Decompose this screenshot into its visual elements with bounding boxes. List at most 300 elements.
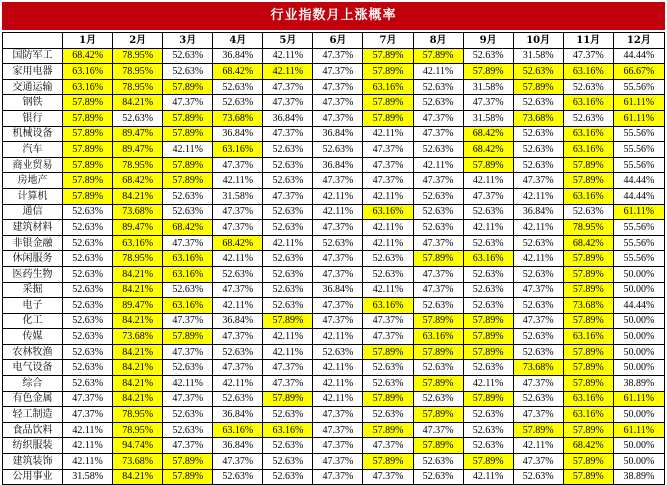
probability-cell: 68.42% [113, 173, 163, 189]
probability-cell: 52.63% [363, 360, 413, 376]
probability-cell: 63.16% [563, 391, 613, 407]
industry-name: 食品饮料 [3, 422, 63, 438]
probability-cell: 47.37% [313, 95, 363, 111]
probability-cell: 52.63% [63, 251, 113, 267]
probability-cell: 52.63% [163, 422, 213, 438]
probability-cell: 42.11% [263, 329, 313, 345]
probability-cell: 78.95% [563, 220, 613, 236]
probability-cell: 57.89% [363, 344, 413, 360]
probability-cell: 63.16% [63, 79, 113, 95]
industry-name: 电子 [3, 298, 63, 314]
probability-cell: 52.63% [413, 79, 463, 95]
industry-name: 通信 [3, 204, 63, 220]
probability-cell: 42.11% [463, 173, 513, 189]
probability-cell: 42.11% [313, 391, 363, 407]
probability-cell: 52.63% [63, 298, 113, 314]
probability-cell: 52.63% [263, 266, 313, 282]
probability-cell: 57.89% [563, 469, 613, 485]
probability-table-panel [2, 2, 665, 483]
probability-cell: 47.37% [363, 469, 413, 485]
probability-cell: 36.84% [213, 126, 263, 142]
probability-cell: 42.11% [263, 344, 313, 360]
table-row [3, 344, 665, 360]
probability-cell: 50.00% [613, 407, 664, 423]
probability-cell: 42.11% [363, 235, 413, 251]
probability-cell: 50.00% [613, 344, 664, 360]
probability-cell: 47.37% [163, 95, 213, 111]
probability-cell: 57.89% [513, 422, 563, 438]
probability-cell: 57.89% [413, 376, 463, 392]
probability-cell: 57.89% [363, 391, 413, 407]
probability-cell: 42.11% [513, 438, 563, 454]
probability-cell: 36.84% [313, 282, 363, 298]
probability-cell: 57.89% [563, 157, 613, 173]
probability-cell: 44.44% [613, 188, 664, 204]
probability-cell: 57.89% [413, 407, 463, 423]
probability-cell: 57.89% [363, 454, 413, 470]
probability-cell: 52.63% [263, 173, 313, 189]
probability-cell: 47.37% [263, 188, 313, 204]
table-row [3, 422, 665, 438]
probability-cell: 42.11% [513, 251, 563, 267]
probability-cell: 57.89% [63, 173, 113, 189]
probability-cell: 52.63% [413, 204, 463, 220]
probability-cell: 52.63% [463, 438, 513, 454]
probability-cell: 89.47% [113, 126, 163, 142]
probability-cell: 78.95% [113, 64, 163, 80]
probability-cell: 68.42% [463, 126, 513, 142]
probability-cell: 63.16% [213, 422, 263, 438]
table-row [3, 251, 665, 267]
probability-cell: 52.63% [63, 329, 113, 345]
probability-cell: 36.84% [513, 204, 563, 220]
probability-cell: 63.16% [563, 142, 613, 158]
corner-cell [3, 33, 63, 49]
month-header-2: 2月 [113, 33, 163, 49]
probability-cell: 68.42% [563, 438, 613, 454]
probability-cell: 42.11% [263, 235, 313, 251]
probability-cell: 84.21% [113, 344, 163, 360]
probability-cell: 47.37% [313, 251, 363, 267]
probability-cell: 47.37% [313, 422, 363, 438]
probability-cell: 78.95% [113, 251, 163, 267]
probability-cell: 57.89% [563, 454, 613, 470]
probability-cell: 42.11% [363, 188, 413, 204]
probability-cell: 42.11% [363, 220, 413, 236]
industry-name: 公用事业 [3, 469, 63, 485]
probability-cell: 84.21% [113, 313, 163, 329]
probability-cell: 36.84% [313, 157, 363, 173]
probability-cell: 57.89% [63, 126, 113, 142]
probability-cell: 63.16% [563, 407, 613, 423]
probability-cell: 50.00% [613, 282, 664, 298]
industry-name: 建筑装饰 [3, 454, 63, 470]
probability-cell: 57.89% [63, 110, 113, 126]
table-row [3, 313, 665, 329]
month-header-row [3, 33, 665, 49]
probability-cell: 68.42% [163, 220, 213, 236]
probability-cell: 61.11% [613, 95, 664, 111]
industry-name: 化工 [3, 313, 63, 329]
probability-cell: 57.89% [463, 313, 513, 329]
probability-cell: 52.63% [513, 142, 563, 158]
month-header-6: 6月 [313, 33, 363, 49]
probability-cell: 44.44% [613, 48, 664, 64]
probability-cell: 42.11% [463, 220, 513, 236]
table-row [3, 48, 665, 64]
month-header-12: 12月 [613, 33, 664, 49]
probability-cell: 52.63% [413, 454, 463, 470]
probability-cell: 47.37% [513, 313, 563, 329]
probability-cell: 52.63% [513, 298, 563, 314]
probability-cell: 78.95% [113, 422, 163, 438]
probability-cell: 61.11% [613, 391, 664, 407]
probability-cell: 52.63% [463, 282, 513, 298]
probability-cell: 36.84% [313, 126, 363, 142]
probability-cell: 52.63% [463, 298, 513, 314]
month-header-1: 1月 [63, 33, 113, 49]
probability-cell: 42.11% [213, 298, 263, 314]
probability-cell: 52.63% [563, 110, 613, 126]
probability-cell: 84.21% [113, 188, 163, 204]
probability-cell: 57.89% [463, 64, 513, 80]
probability-cell: 63.16% [463, 251, 513, 267]
probability-cell: 52.63% [413, 298, 463, 314]
probability-cell: 42.11% [63, 454, 113, 470]
probability-cell: 52.63% [263, 407, 313, 423]
probability-cell: 55.56% [613, 142, 664, 158]
probability-cell: 57.89% [563, 313, 613, 329]
probability-cell: 52.63% [163, 360, 213, 376]
probability-cell: 63.16% [63, 64, 113, 80]
probability-cell: 63.16% [563, 64, 613, 80]
probability-cell: 52.63% [63, 266, 113, 282]
probability-cell: 50.00% [613, 329, 664, 345]
probability-cell: 50.00% [613, 360, 664, 376]
probability-cell: 42.11% [413, 157, 463, 173]
industry-name: 商业贸易 [3, 157, 63, 173]
probability-cell: 68.42% [463, 142, 513, 158]
probability-cell: 78.95% [113, 407, 163, 423]
probability-cell: 57.89% [163, 110, 213, 126]
probability-cell: 63.16% [163, 298, 213, 314]
probability-cell: 57.89% [563, 251, 613, 267]
probability-cell: 68.42% [213, 64, 263, 80]
table-row [3, 95, 665, 111]
probability-cell: 89.47% [113, 298, 163, 314]
probability-cell: 57.89% [563, 422, 613, 438]
probability-cell: 57.89% [463, 391, 513, 407]
probability-cell: 38.89% [613, 376, 664, 392]
probability-cell: 52.63% [63, 313, 113, 329]
industry-name: 非银金融 [3, 235, 63, 251]
probability-cell: 52.63% [513, 126, 563, 142]
probability-cell: 57.89% [163, 454, 213, 470]
table-row [3, 173, 665, 189]
probability-cell: 61.11% [613, 110, 664, 126]
probability-cell: 38.89% [613, 469, 664, 485]
probability-cell: 52.63% [513, 95, 563, 111]
probability-cell: 52.63% [413, 95, 463, 111]
probability-cell: 47.37% [413, 282, 463, 298]
probability-cell: 63.16% [213, 142, 263, 158]
probability-cell: 63.16% [363, 79, 413, 95]
probability-cell: 52.63% [413, 391, 463, 407]
probability-cell: 42.11% [63, 438, 113, 454]
probability-cell: 47.37% [163, 235, 213, 251]
probability-cell: 52.63% [463, 204, 513, 220]
industry-name: 医药生物 [3, 266, 63, 282]
probability-cell: 78.95% [113, 79, 163, 95]
probability-cell: 57.89% [363, 64, 413, 80]
probability-cell: 42.11% [313, 188, 363, 204]
probability-cell: 63.16% [163, 266, 213, 282]
month-header-3: 3月 [163, 33, 213, 49]
probability-cell: 57.89% [563, 360, 613, 376]
probability-cell: 47.37% [263, 376, 313, 392]
probability-cell: 47.37% [313, 469, 363, 485]
probability-cell: 73.68% [113, 329, 163, 345]
probability-cell: 52.63% [213, 95, 263, 111]
probability-cell: 57.89% [463, 329, 513, 345]
probability-cell: 55.56% [613, 251, 664, 267]
probability-cell: 47.37% [263, 360, 313, 376]
table-row [3, 329, 665, 345]
probability-cell: 89.47% [113, 142, 163, 158]
probability-cell: 57.89% [413, 313, 463, 329]
probability-cell: 47.37% [263, 79, 313, 95]
table-row [3, 188, 665, 204]
probability-cell: 47.37% [363, 173, 413, 189]
probability-cell: 73.68% [513, 110, 563, 126]
probability-cell: 52.63% [63, 376, 113, 392]
probability-cell: 47.37% [313, 79, 363, 95]
probability-cell: 52.63% [413, 360, 463, 376]
probability-cell: 73.68% [513, 360, 563, 376]
probability-cell: 57.89% [163, 173, 213, 189]
probability-cell: 63.16% [563, 329, 613, 345]
probability-cell: 52.63% [513, 235, 563, 251]
industry-name: 建筑材料 [3, 220, 63, 236]
probability-cell: 52.63% [563, 79, 613, 95]
month-header-8: 8月 [413, 33, 463, 49]
industry-name: 汽车 [3, 142, 63, 158]
probability-cell: 52.63% [313, 235, 363, 251]
probability-cell: 57.89% [63, 188, 113, 204]
probability-cell: 52.63% [263, 220, 313, 236]
probability-cell: 36.84% [213, 313, 263, 329]
probability-cell: 52.63% [213, 469, 263, 485]
probability-cell: 52.63% [163, 64, 213, 80]
probability-cell: 52.63% [363, 407, 413, 423]
probability-cell: 57.89% [163, 469, 213, 485]
table-row [3, 235, 665, 251]
probability-cell: 47.37% [163, 344, 213, 360]
probability-cell: 36.84% [263, 110, 313, 126]
probability-cell: 63.16% [363, 298, 413, 314]
table-row [3, 266, 665, 282]
probability-cell: 47.37% [463, 95, 513, 111]
probability-cell: 52.63% [363, 251, 413, 267]
probability-cell: 42.11% [513, 188, 563, 204]
probability-cell: 47.37% [413, 126, 463, 142]
probability-cell: 42.11% [363, 126, 413, 142]
probability-cell: 52.63% [413, 142, 463, 158]
probability-cell: 42.11% [163, 142, 213, 158]
probability-cell: 57.89% [363, 422, 413, 438]
probability-cell: 57.89% [63, 95, 113, 111]
probability-cell: 61.11% [613, 422, 664, 438]
probability-cell: 55.56% [613, 157, 664, 173]
industry-name: 银行 [3, 110, 63, 126]
probability-cell: 47.37% [513, 407, 563, 423]
probability-cell: 47.37% [313, 110, 363, 126]
probability-cell: 50.00% [613, 313, 664, 329]
probability-cell: 52.63% [213, 391, 263, 407]
probability-cell: 57.89% [463, 344, 513, 360]
table-body [3, 48, 665, 485]
probability-cell: 47.37% [313, 407, 363, 423]
probability-cell: 52.63% [313, 344, 363, 360]
probability-cell: 42.11% [463, 469, 513, 485]
probability-cell: 47.37% [313, 438, 363, 454]
probability-cell: 61.11% [613, 204, 664, 220]
probability-cell: 52.63% [413, 469, 463, 485]
probability-cell: 73.68% [213, 110, 263, 126]
industry-name: 采掘 [3, 282, 63, 298]
probability-cell: 47.37% [263, 126, 313, 142]
probability-cell: 55.56% [613, 220, 664, 236]
probability-cell: 63.16% [113, 235, 163, 251]
probability-cell: 57.89% [163, 126, 213, 142]
probability-cell: 47.37% [513, 173, 563, 189]
industry-name: 有色金属 [3, 391, 63, 407]
probability-cell: 47.37% [513, 454, 563, 470]
probability-cell: 42.11% [263, 64, 313, 80]
industry-name: 传媒 [3, 329, 63, 345]
probability-cell: 52.63% [263, 157, 313, 173]
table-row [3, 157, 665, 173]
probability-cell: 52.63% [313, 142, 363, 158]
table-row [3, 454, 665, 470]
industry-name: 综合 [3, 376, 63, 392]
probability-cell: 63.16% [363, 204, 413, 220]
probability-cell: 52.63% [263, 469, 313, 485]
month-header-9: 9月 [463, 33, 513, 49]
probability-cell: 44.44% [613, 173, 664, 189]
probability-cell: 47.37% [363, 313, 413, 329]
probability-cell: 47.37% [213, 157, 263, 173]
probability-cell: 47.37% [213, 360, 263, 376]
probability-cell: 52.63% [213, 79, 263, 95]
probability-cell: 47.37% [413, 110, 463, 126]
industry-name: 休闲服务 [3, 251, 63, 267]
probability-cell: 57.89% [563, 376, 613, 392]
probability-cell: 57.89% [413, 48, 463, 64]
probability-cell: 50.00% [613, 438, 664, 454]
industry-name: 纺织服装 [3, 438, 63, 454]
probability-cell: 44.44% [613, 298, 664, 314]
probability-cell: 57.89% [413, 438, 463, 454]
probability-cell: 47.37% [413, 266, 463, 282]
probability-cell: 31.58% [63, 469, 113, 485]
probability-cell: 47.37% [163, 391, 213, 407]
probability-cell: 52.63% [163, 48, 213, 64]
probability-cell: 52.63% [463, 48, 513, 64]
probability-cell: 47.37% [313, 313, 363, 329]
probability-cell: 57.89% [63, 157, 113, 173]
probability-cell: 31.58% [513, 48, 563, 64]
probability-cell: 63.16% [163, 251, 213, 267]
probability-cell: 55.56% [613, 235, 664, 251]
probability-cell: 47.37% [513, 282, 563, 298]
probability-cell: 52.63% [163, 407, 213, 423]
probability-cell: 50.00% [613, 454, 664, 470]
probability-cell: 47.37% [313, 454, 363, 470]
probability-cell: 47.37% [363, 142, 413, 158]
probability-cell: 42.11% [313, 360, 363, 376]
industry-name: 农林牧渔 [3, 344, 63, 360]
table-row [3, 204, 665, 220]
probability-cell: 47.37% [363, 438, 413, 454]
probability-cell: 42.11% [213, 376, 263, 392]
probability-cell: 57.89% [263, 391, 313, 407]
probability-cell: 57.89% [563, 344, 613, 360]
probability-cell: 84.21% [113, 469, 163, 485]
probability-cell: 47.37% [63, 407, 113, 423]
probability-cell: 57.89% [163, 157, 213, 173]
probability-cell: 47.37% [413, 235, 463, 251]
probability-cell: 89.47% [113, 220, 163, 236]
industry-name: 房地产 [3, 173, 63, 189]
probability-cell: 47.37% [313, 266, 363, 282]
probability-cell: 52.63% [263, 142, 313, 158]
probability-cell: 52.63% [513, 344, 563, 360]
probability-cell: 47.37% [463, 188, 513, 204]
probability-cell: 57.89% [563, 173, 613, 189]
probability-cell: 78.95% [113, 48, 163, 64]
probability-cell: 73.68% [113, 454, 163, 470]
probability-cell: 42.11% [313, 376, 363, 392]
probability-cell: 47.37% [163, 313, 213, 329]
probability-cell: 52.63% [463, 422, 513, 438]
probability-cell: 42.11% [313, 204, 363, 220]
probability-cell: 63.16% [263, 422, 313, 438]
industry-name: 钢铁 [3, 95, 63, 111]
probability-cell: 47.37% [513, 376, 563, 392]
month-header-5: 5月 [263, 33, 313, 49]
probability-cell: 57.89% [363, 95, 413, 111]
probability-cell: 68.42% [563, 235, 613, 251]
probability-cell: 52.63% [263, 282, 313, 298]
probability-cell: 47.37% [213, 204, 263, 220]
table-row [3, 126, 665, 142]
probability-cell: 42.11% [213, 173, 263, 189]
probability-cell: 47.37% [313, 173, 363, 189]
probability-cell: 84.21% [113, 95, 163, 111]
probability-cell: 63.16% [563, 95, 613, 111]
probability-cell: 52.63% [513, 266, 563, 282]
table-row [3, 142, 665, 158]
table-row [3, 282, 665, 298]
month-header-10: 10月 [513, 33, 563, 49]
probability-cell: 57.89% [363, 110, 413, 126]
probability-cell: 47.37% [363, 157, 413, 173]
probability-cell: 57.89% [513, 79, 563, 95]
probability-cell: 52.63% [263, 204, 313, 220]
probability-cell: 52.63% [63, 220, 113, 236]
probability-cell: 57.89% [263, 313, 313, 329]
